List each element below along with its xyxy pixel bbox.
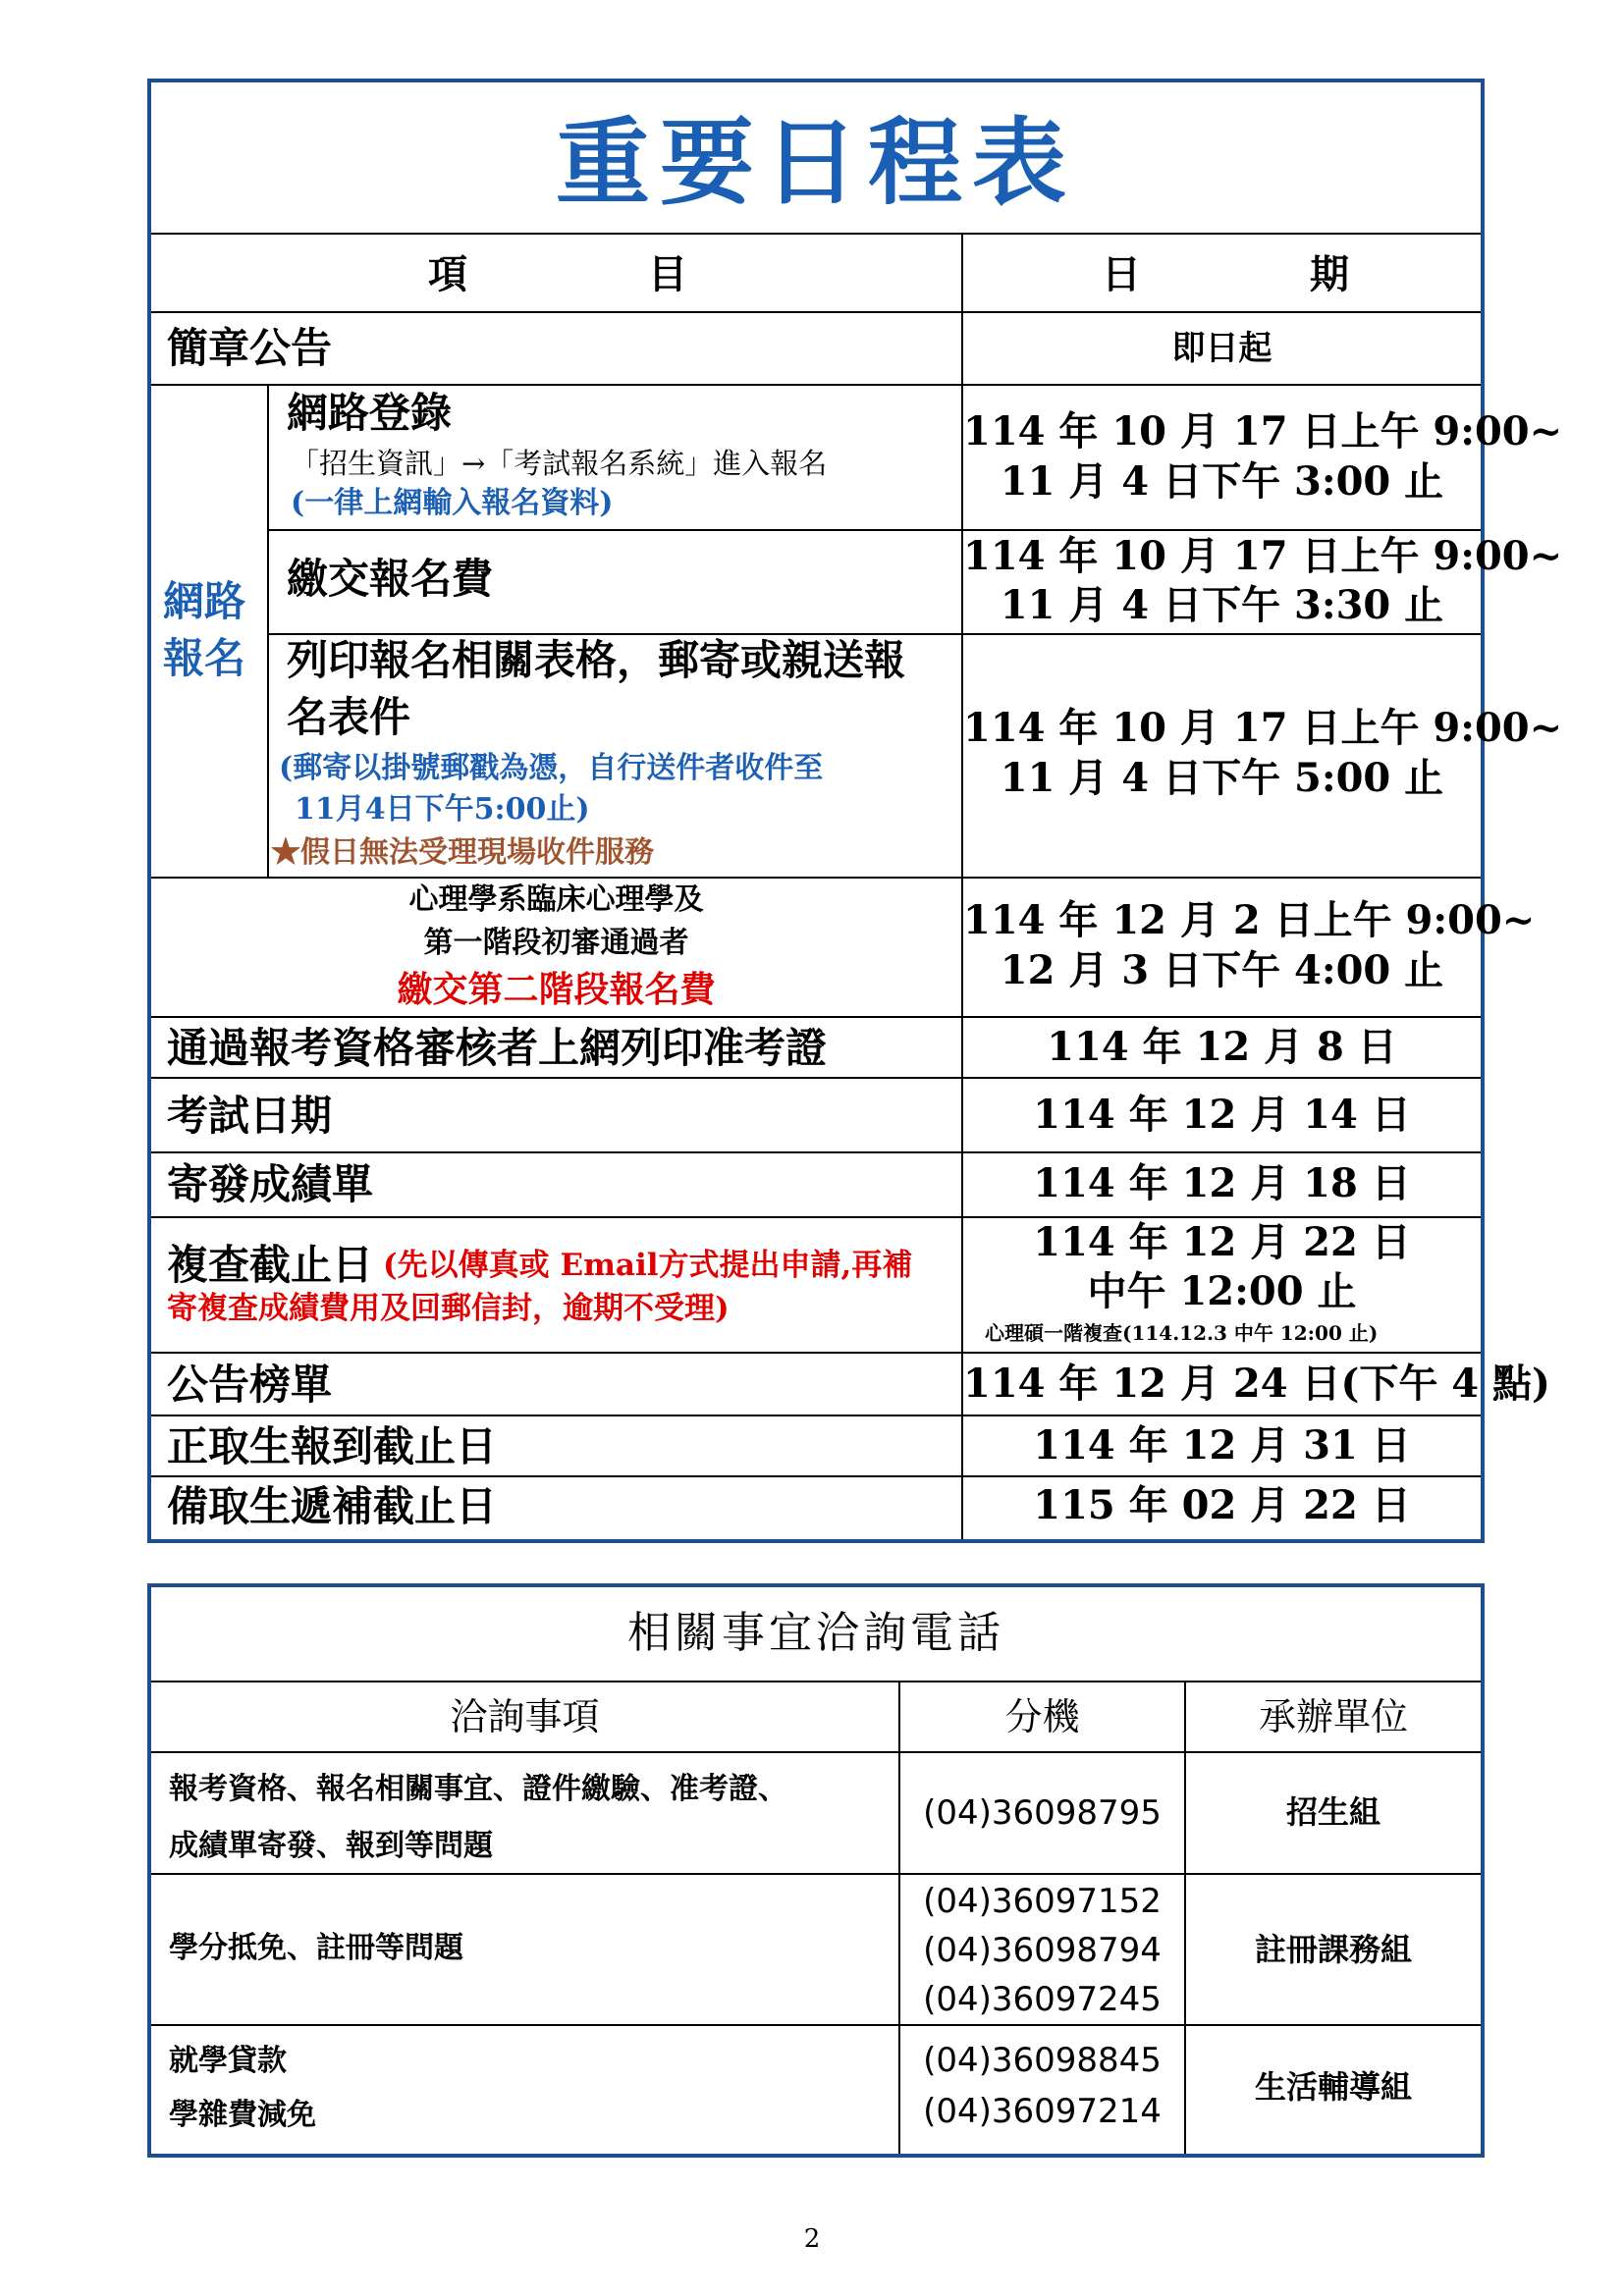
review-date: 中午 12:00 止 (1087, 1268, 1357, 1314)
divider (269, 633, 1481, 635)
contact-title: 相關事宜洽詢電話 (627, 1608, 1004, 1658)
contact-unit: 招生組 (1285, 1793, 1380, 1831)
contact-phone: (04)36098794 (923, 1931, 1162, 1970)
fee-date: 114 年 10 月 17 日上午 9:00~ (963, 533, 1563, 579)
online-login-date: 114 年 10 月 17 日上午 9:00~ (963, 408, 1563, 454)
review-date: 114 年 12 月 22 日 (1033, 1219, 1411, 1265)
review-date-note: 心理碩一階複查(114.12.3 中午 12:00 止) (985, 1321, 1379, 1345)
contact-phone: (04)36097214 (923, 2092, 1162, 2131)
register-date: 114 年 12 月 31 日 (1033, 1422, 1411, 1468)
divider (151, 311, 1481, 313)
contact-matter: 成績單寄發、報到等問題 (169, 1829, 493, 1863)
stage2-line: 第一階段初審通過者 (423, 926, 689, 960)
print-label: 名表件 (287, 693, 411, 741)
print-date: 11 月 4 日下午 5:00 止 (1000, 755, 1444, 801)
exam-date-date: 114 年 12 月 14 日 (1033, 1092, 1411, 1138)
schedule-title: 重要日程表 (556, 107, 1076, 218)
divider (151, 1415, 1481, 1416)
contact-header-ext: 分機 (1004, 1695, 1080, 1738)
stage2-line: 繳交第二階段報名費 (397, 969, 716, 1010)
page-number: 2 (803, 2224, 821, 2254)
header-date-left: 日 (1102, 251, 1141, 297)
divider (151, 1077, 1481, 1079)
contact-phone: (04)36098845 (923, 2041, 1162, 2080)
score-mail-label: 寄發成績單 (167, 1160, 374, 1208)
print-label: 列印報名相關表格，郵寄或親送報 (287, 636, 906, 684)
contact-phone: (04)36097152 (923, 1882, 1162, 1921)
header-item-right: 目 (648, 251, 687, 297)
print-star-note: ★假日無法受理現場收件服務 (271, 835, 654, 870)
stage2-line: 心理學系臨床心理學及 (408, 882, 704, 917)
divider (151, 1016, 1481, 1018)
print-date: 114 年 10 月 17 日上午 9:00~ (963, 705, 1563, 751)
announcement-label: 簡章公告 (167, 324, 333, 372)
review-note: (先以傳真或 Email方式提出申請,再補 (383, 1248, 913, 1283)
contact-phone: (04)36097245 (923, 1980, 1162, 2019)
fee-label: 繳交報名費 (287, 555, 494, 603)
online-group-label: 網路 (163, 577, 246, 625)
results-label: 公告榜單 (167, 1361, 333, 1409)
contact-matter: 就學貸款 (169, 2044, 287, 2078)
waitlist-label: 備取生遞補截止日 (167, 1482, 498, 1530)
admission-ticket-label: 通過報考資格審核者上網列印准考證 (167, 1024, 828, 1072)
contact-header-matter: 洽詢事項 (450, 1695, 600, 1738)
stage2-date: 12 月 3 日下午 4:00 止 (1000, 947, 1444, 993)
waitlist-date: 115 年 02 月 22 日 (1033, 1482, 1411, 1528)
online-group-label: 報名 (163, 634, 246, 682)
divider (151, 1151, 1481, 1153)
divider (151, 1475, 1481, 1477)
review-label: 複查截止日 (167, 1241, 374, 1289)
header-item-left: 項 (428, 251, 467, 297)
divider (151, 384, 1481, 386)
online-login-note: (一律上網輸入報名資料) (291, 486, 614, 520)
divider (151, 1216, 1481, 1218)
online-login-date: 11 月 4 日下午 3:00 止 (1000, 458, 1444, 505)
divider (151, 877, 1481, 879)
announcement-date: 即日起 (1171, 329, 1272, 368)
divider (269, 529, 1481, 531)
exam-date-label: 考試日期 (167, 1092, 333, 1140)
print-note: (郵寄以掛號郵戳為憑，自行送件者收件至 (279, 751, 824, 785)
review-note: 寄複查成績費用及回郵信封，逾期不受理) (167, 1291, 730, 1326)
divider (151, 1873, 1481, 1875)
print-note: 11月4日下午5:00止) (295, 792, 590, 827)
results-date: 114 年 12 月 24 日(下午 4 點) (963, 1361, 1550, 1407)
contact-matter: 報考資格、報名相關事宜、證件繳驗、准考證、 (169, 1772, 787, 1806)
score-mail-date: 114 年 12 月 18 日 (1033, 1160, 1411, 1206)
contact-header-unit: 承辦單位 (1258, 1695, 1408, 1738)
divider (151, 1352, 1481, 1354)
header-date-right: 期 (1310, 251, 1349, 297)
stage2-date: 114 年 12 月 2 日上午 9:00~ (963, 897, 1536, 943)
online-login-label: 網路登錄 (287, 389, 453, 437)
contact-matter: 學雜費減免 (169, 2098, 316, 2132)
contact-phone: (04)36098795 (923, 1793, 1162, 1833)
fee-date: 11 月 4 日下午 3:30 止 (1000, 582, 1444, 628)
divider (151, 1751, 1481, 1753)
divider (151, 233, 1481, 235)
online-login-path: 「招生資訊」→「考試報名系統」進入報名 (291, 447, 828, 480)
divider (151, 1681, 1481, 1682)
contact-matter: 學分抵免、註冊等問題 (169, 1931, 463, 1965)
divider (151, 2024, 1481, 2026)
register-label: 正取生報到截止日 (167, 1422, 498, 1470)
contact-unit: 註冊課務組 (1254, 1931, 1412, 1968)
contact-unit: 生活輔導組 (1254, 2068, 1412, 2106)
admission-ticket-date: 114 年 12 月 8 日 (1047, 1024, 1397, 1070)
column-divider (267, 384, 269, 877)
